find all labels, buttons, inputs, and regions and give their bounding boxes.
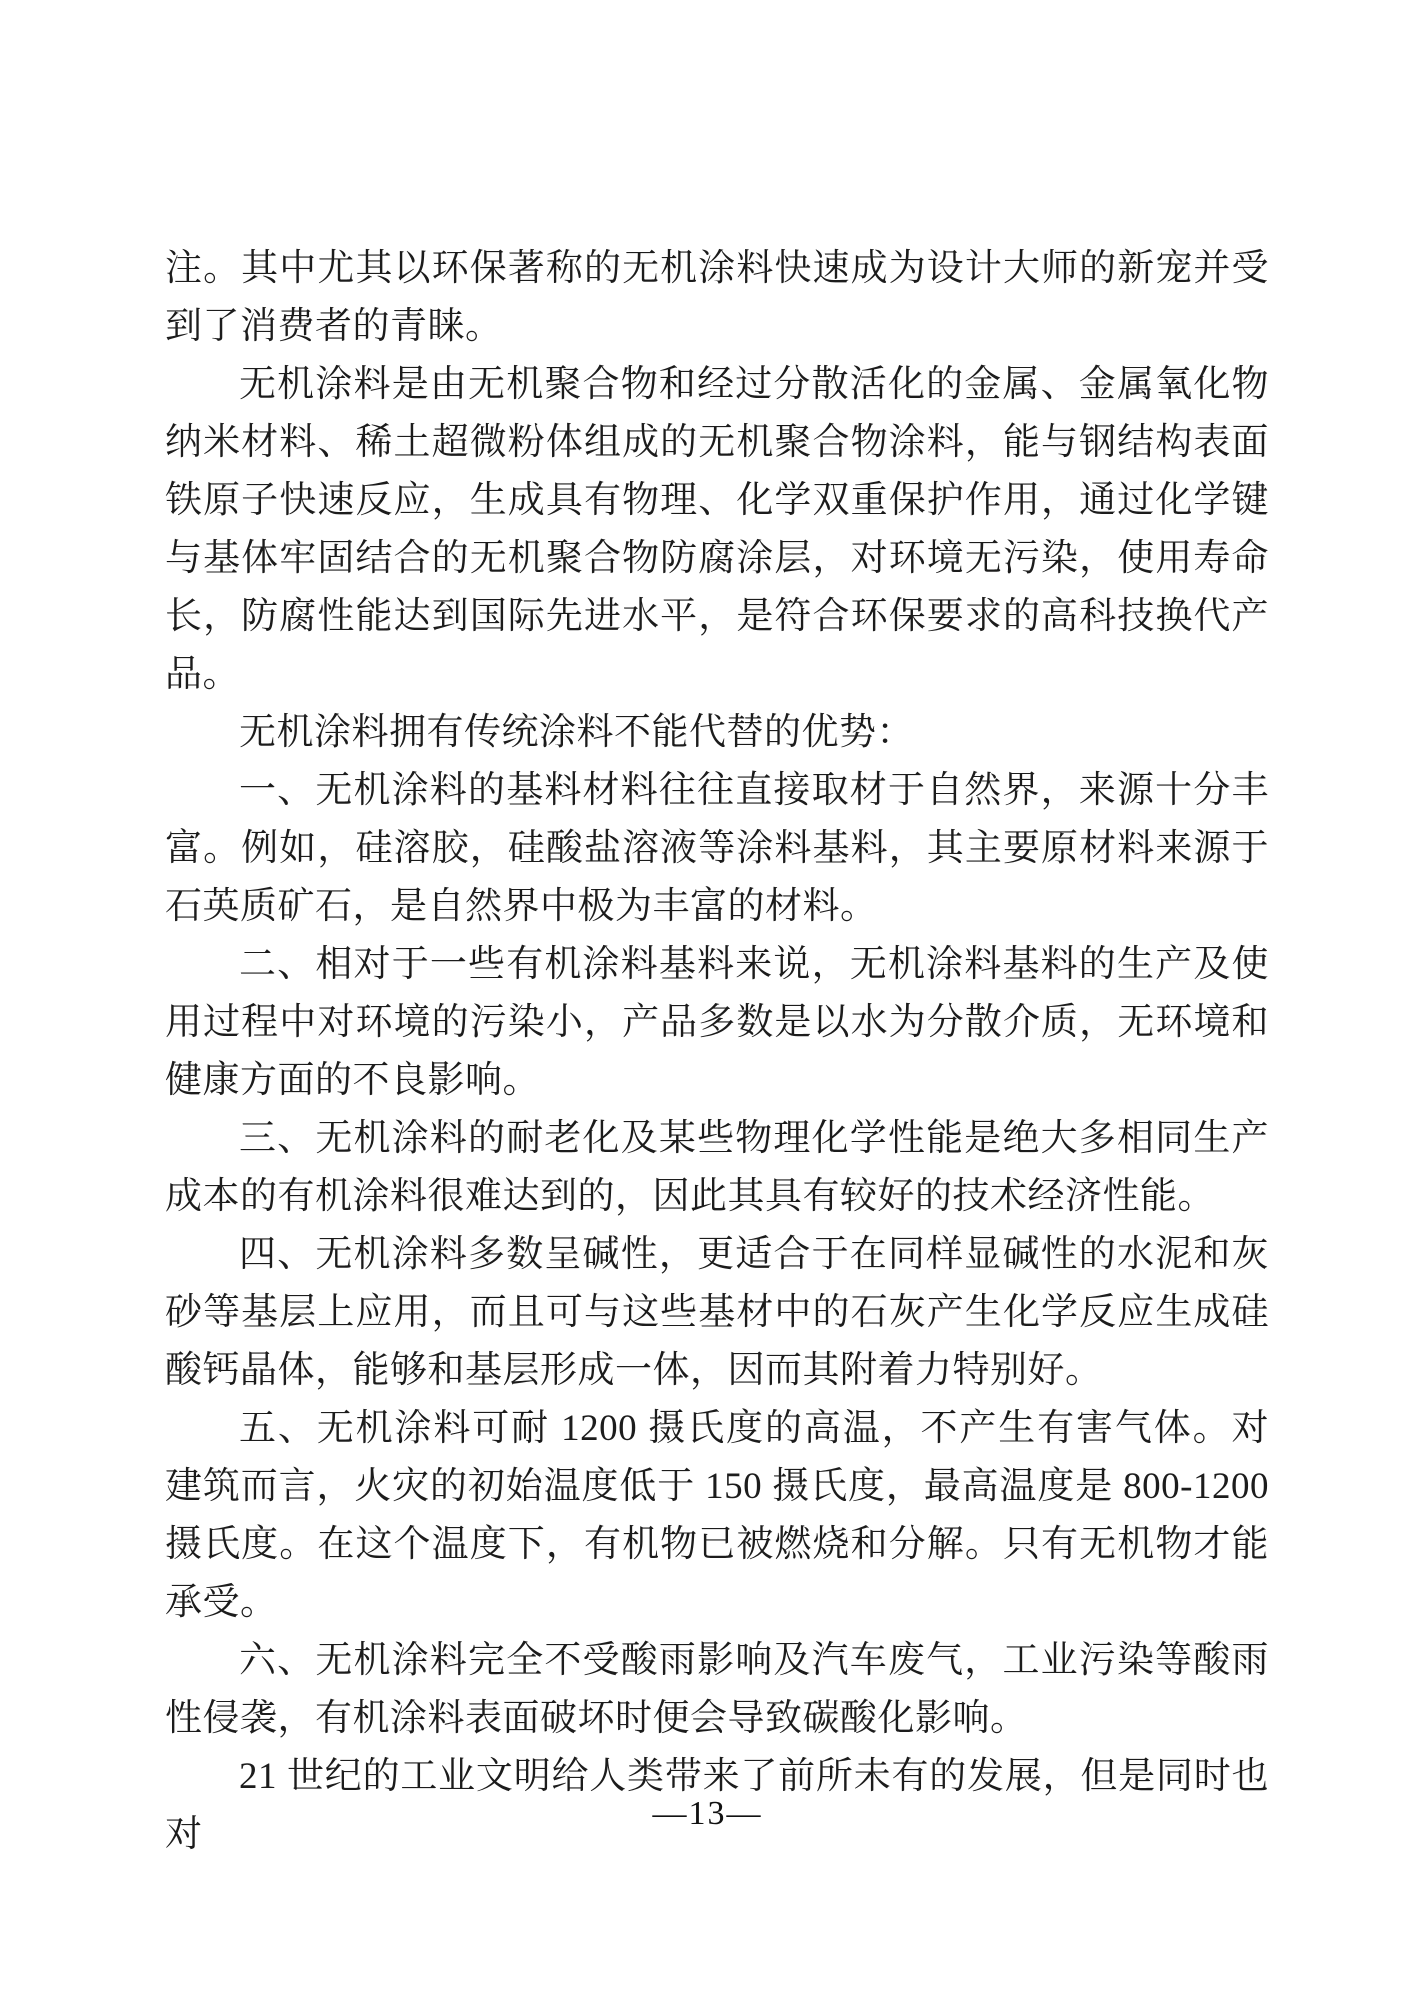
paragraph-advantage-4: 四、无机涂料多数呈碱性，更适合于在同样显碱性的水泥和灰砂等基层上应用，而且可与这些基材中的石灰产生化学反应生成硅酸钙晶体，能够和基层形成一体，因而其附着力特别好。 xyxy=(165,1234,1269,1391)
text-block xyxy=(165,240,1269,1864)
paragraph-advantage-1: 一、无机涂料的基料材料往往直接取材于自然界，来源十分丰富。例如，硅溶胶，硅酸盐溶液等涂料基料，其主要原材料来源于石英质矿石，是自然界中极为丰富的材料。 xyxy=(165,770,1269,927)
paragraph-closing: 21 世纪的工业文明给人类带来了前所未有的发展，但是同时也对 xyxy=(165,1756,1269,1855)
paragraph-advantages-heading: 无机涂料拥有传统涂料不能代替的优势： xyxy=(239,712,914,753)
paragraph-advantage-3: 三、无机涂料的耐老化及某些物理化学性能是绝大多相同生产成本的有机涂料很难达到的，因此其具有较好的技术经济性能。 xyxy=(165,1118,1269,1217)
paragraph-intro: 无机涂料是由无机聚合物和经过分散活化的金属、金属氧化物纳米材料、稀土超微粉体组成的无机聚合物涂料，能与钢结构表面铁原子快速反应，生成具有物理、化学双重保护作用，通过化学键与基体牢固结合的无机聚合物防腐涂层，对环境无污染，使用寿命长，防腐性能达到国际先进水平，是符合环保要求的高科技换代产品。 xyxy=(165,364,1269,695)
paragraph-advantage-5: 五、无机涂料可耐 1200 摄氏度的高温，不产生有害气体。对建筑而言，火灾的初始温度低于 150 摄氏度，最高温度是 800-1200 摄氏度。在这个温度下，有机物已被燃烧和分解。只有无机物才能承受。 xyxy=(165,1408,1269,1623)
paragraph-advantage-6: 六、无机涂料完全不受酸雨影响及汽车废气，工业污染等酸雨性侵袭，有机涂料表面破坏时便会导致碳酸化影响。 xyxy=(165,1640,1269,1739)
paragraph-advantage-2: 二、相对于一些有机涂料基料来说，无机涂料基料的生产及使用过程中对环境的污染小，产品多数是以水为分散介质，无环境和健康方面的不良影响。 xyxy=(165,944,1269,1101)
paragraph-continuation: 注。其中尤其以环保著称的无机涂料快速成为设计大师的新宠并受到了消费者的青睐。 xyxy=(165,248,1269,347)
page-number: —13— xyxy=(652,1795,763,1832)
